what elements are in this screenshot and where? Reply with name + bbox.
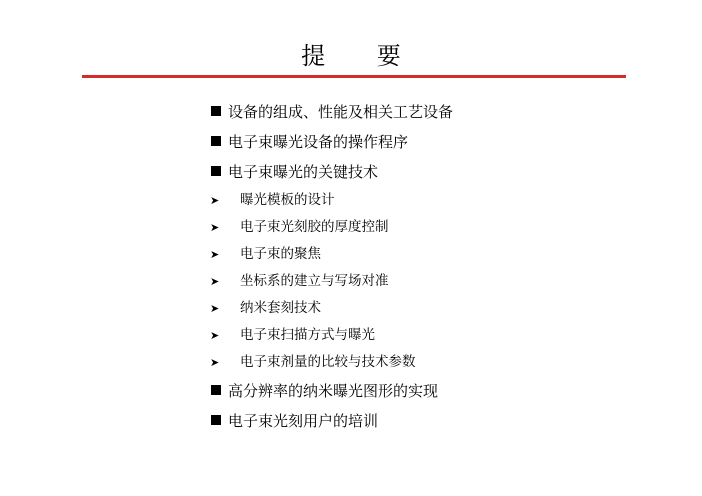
outline-list <box>209 97 669 436</box>
square-bullet-icon <box>211 385 221 395</box>
outline-item-text: 设备的组成、性能及相关工艺设备 <box>228 103 454 121</box>
outline-subitem <box>209 295 669 322</box>
outline-subitem-text: 坐标系的建立与写场对准 <box>240 273 389 289</box>
outline-item <box>209 376 669 406</box>
outline-subitem-text: 电子束扫描方式与曝光 <box>240 327 375 343</box>
outline-subitem <box>209 241 669 268</box>
square-bullet-icon <box>211 166 221 176</box>
outline-item <box>209 157 669 187</box>
outline-item <box>209 97 669 127</box>
outline-subitem <box>209 214 669 241</box>
outline-item-text: 电子束曝光的关键技术 <box>228 163 379 181</box>
arrow-bullet-icon: ➤ <box>210 275 220 288</box>
outline-subitem-text: 电子束剂量的比较与技术参数 <box>240 354 416 370</box>
arrow-bullet-icon: ➤ <box>210 329 220 342</box>
outline-item-text: 高分辨率的纳米曝光图形的实现 <box>228 382 439 400</box>
arrow-bullet-icon: ➤ <box>210 356 220 369</box>
slide-title: 提 要 <box>301 42 423 70</box>
outline-subitem <box>209 349 669 376</box>
arrow-bullet-icon: ➤ <box>210 248 220 261</box>
outline-item <box>209 127 669 157</box>
outline-item-text: 电子束曝光设备的操作程序 <box>228 133 409 151</box>
outline-subitem-text: 曝光模板的设计 <box>240 192 335 208</box>
title-divider <box>82 75 626 78</box>
arrow-bullet-icon: ➤ <box>210 302 220 315</box>
outline-subitem-text: 纳米套刻技术 <box>240 300 321 316</box>
arrow-bullet-icon: ➤ <box>210 221 220 234</box>
outline-subitem-text: 电子束的聚焦 <box>240 246 321 262</box>
square-bullet-icon <box>211 136 221 146</box>
outline-subitem-text: 电子束光刻胶的厚度控制 <box>240 219 389 235</box>
outline-item <box>209 406 669 436</box>
outline-subitem <box>209 187 669 214</box>
arrow-bullet-icon: ➤ <box>210 194 220 207</box>
outline-subitem <box>209 322 669 349</box>
outline-subitem <box>209 268 669 295</box>
square-bullet-icon <box>211 415 221 425</box>
square-bullet-icon <box>211 106 221 116</box>
outline-item-text: 电子束光刻用户的培训 <box>228 412 379 430</box>
